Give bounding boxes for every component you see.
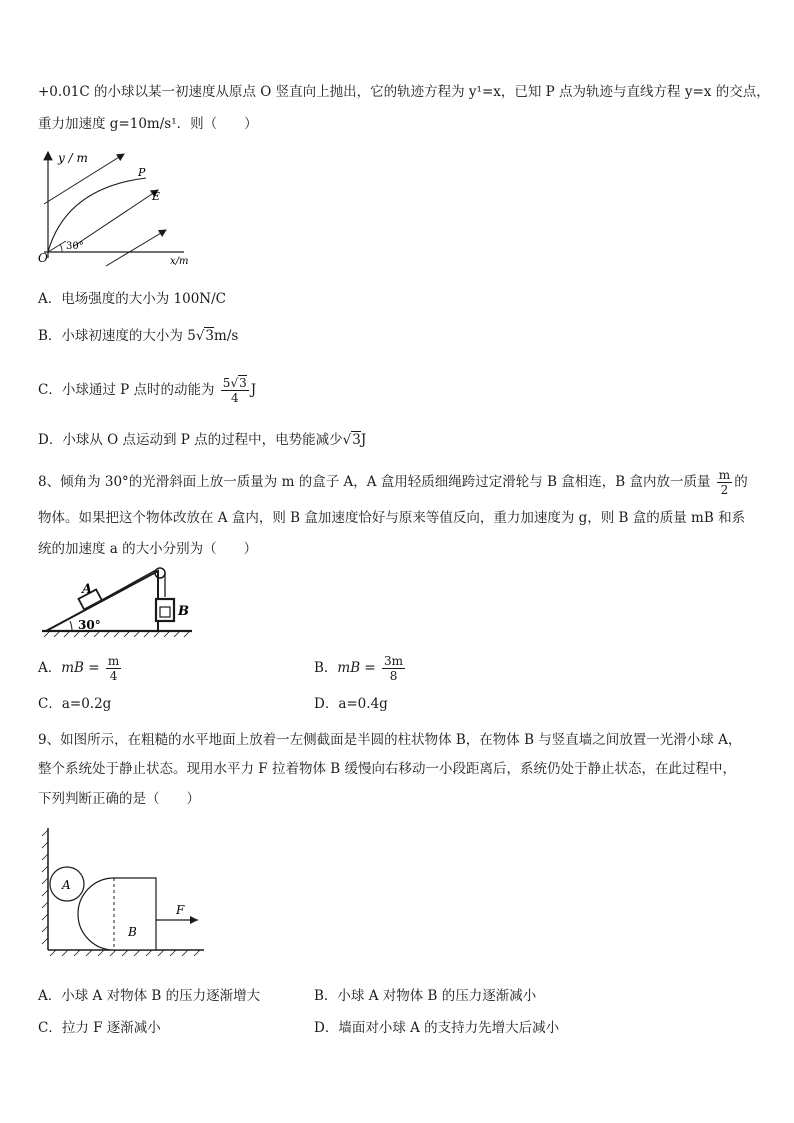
q7-stem-line2: 重力加速度 g=10m/s¹．则（ ） [38,116,258,132]
q9-force-arrowhead [190,916,198,924]
q9-ground-hatch [50,950,200,956]
q8-stem-line2: 物体。如果把这个物体改放在 A 盒内，则 B 盒加速度恰好与原来等值反向，重力加速度为 g，则 B 盒的质量 mB 和系 [38,510,746,526]
q8-stem-line3: 统的加速度 a 的大小分别为（ ） [38,541,258,557]
q7-origin-label: O [38,251,48,265]
q9-stem-line3: 下列判断正确的是（ ） [38,791,200,807]
q8-angle-label: 30° [78,618,101,632]
q9-option-a[interactable]: A．小球 A 对物体 B 的压力逐渐增大 [38,988,261,1004]
q7-option-d[interactable]: D．小球从 O 点运动到 P 点的过程中，电势能减少√3J [38,432,367,448]
q8-box-b [156,599,174,621]
q7-option-c[interactable] [38,370,256,410]
q8-stem-line1: 8、倾角为 30°的光滑斜面上放一质量为 m 的盒子 A，A 盒用轻质细绳跨过定滑轮与 B 盒相连，B 盒内放一质量 $\frac{m}{2}$ 的 [38,468,748,497]
q7-trajectory [48,178,146,252]
q8-figure [38,563,198,641]
q8-fraction: $\frac{m}{2}$ [718,468,731,497]
q7-e-label: E [152,190,161,203]
q8-angle-arc [70,621,72,631]
q7-option-c-fraction: $\frac{5√3}{4}$ [222,376,247,405]
q8-a-label: A [82,582,93,597]
q7-option-b-unit: m/s [214,328,239,344]
q8-option-d[interactable]: D．a=0.4g [314,696,388,712]
q9-a-label: A [62,878,71,892]
q7-p-label: P [138,166,146,179]
q9-option-b[interactable]: B．小球 A 对物体 B 的压力逐渐减小 [314,988,537,1004]
q7-stem-line1: +0.01C 的小球以某一初速度从原点 O 竖直向上抛出，它的轨迹方程为 y¹=x，已知 P 点为轨迹与直线方程 y=x 的交点， [38,84,770,100]
q7-option-b[interactable]: B．小球初速度的大小为 5√3m/s [38,328,239,344]
q7-angle-label: 30° [66,241,84,252]
q9-stem-line2: 整个系统处于静止状态。现用水平力 F 拉着物体 B 缓慢向右移动一小段距离后，系统仍处于静止状态，在此过程中， [38,761,736,777]
q7-figure [36,148,196,270]
q8-pulley [155,568,165,578]
q7-x-label: x/m [170,256,189,267]
q9-body-b [78,878,156,950]
q9-figure [38,824,208,960]
q7-option-d-text: D．小球从 O 点运动到 P 点的过程中，电势能减少 [38,432,343,448]
q7-option-d-root: 3 [352,432,361,448]
q8-rope-incline [100,570,156,601]
q9-option-c[interactable]: C．拉力 F 逐渐减小 [38,1020,161,1036]
q7-field-line-bot [106,230,166,266]
q9-f-label: F [176,903,185,917]
q7-option-d-unit: J [360,432,367,448]
q8-option-a[interactable]: A．mB = $\frac{m}{4}$ [38,654,120,683]
q8-incline [46,571,158,631]
q7-option-b-text: B．小球初速度的大小为 5 [38,328,196,344]
q8-option-c[interactable]: C．a=0.2g [38,696,112,712]
q8-b-label: B [178,604,189,619]
q8-option-b[interactable]: B．mB = $\frac{3m}{8}$ [314,654,404,683]
q7-option-a[interactable]: A．电场强度的大小为 100N/C [38,291,226,307]
q9-b-label: B [128,925,137,939]
q7-option-c-text: C．小球通过 P 点时的动能为 [38,382,215,398]
q7-option-b-root: 3 [205,328,215,344]
q7-option-c-unit: J [250,382,257,398]
q7-y-label: y / m [58,151,88,165]
q9-stem-line1: 9、如图所示，在粗糙的水平地面上放着一左侧截面是半圆的柱状物体 B，在物体 B 与竖直墙之间放置一光滑小球 A， [38,732,742,748]
q9-wall-hatch [42,830,48,944]
q7-angle-arc [60,244,62,252]
q9-option-d[interactable]: D．墙面对小球 A 的支持力先增大后减小 [314,1020,560,1036]
